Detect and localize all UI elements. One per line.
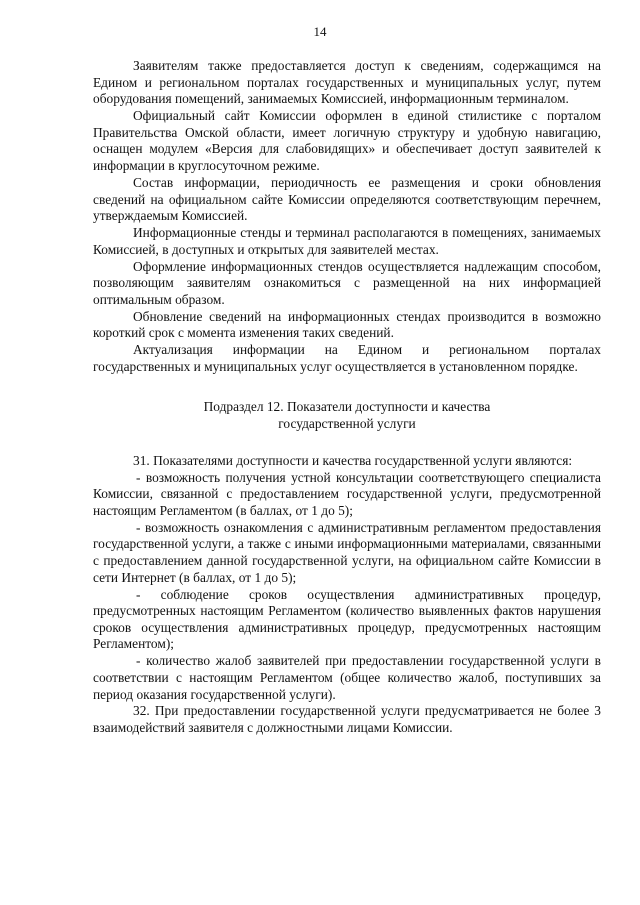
list-item-regulation-access: - возможность ознакомления с административным регламентом предоставления государственной услуги, а также с иными информационными материалами, связанными с предоставлением данной государственной услуги, на официальном сайте Комиссии в сети Интернет (в баллах, от 1 до 5); — [93, 519, 601, 585]
paragraph-stands-update: Обновление сведений на информационных стендах производится в возможно короткий срок с момента изменения таких сведений. — [93, 308, 601, 341]
list-item-deadlines: - соблюдение сроков осуществления административных процедур, предусмотренных настоящим Регламентом (количество выявленных фактов нарушения сроков осуществления административных процедур, предусмотренных настоящим Регламентом); — [93, 586, 601, 652]
paragraph-info-composition: Состав информации, периодичность ее размещения и сроки обновления сведений на официальном сайте Комиссии определяются соответствующим перечнем, утверждаемым Комиссией. — [93, 174, 601, 224]
paragraph-item-32: 32. При предоставлении государственной услуги предусматривается не более 3 взаимодействий заявителя с должностными лицами Комиссии. — [93, 703, 601, 736]
subsection-heading — [93, 398, 601, 432]
paragraph-official-site: Официальный сайт Комиссии оформлен в единой стилистике с порталом Правительства Омской области, имеет логичную структуру и удобную навигацию, оснащен модулем «Версия для слабовидящих» и обеспечивает доступ заявителей к информации в круглосуточном режиме. — [93, 108, 601, 173]
paragraph-stands-design: Оформление информационных стендов осуществляется надлежащим способом, позволяющим заявителям ознакомиться с размещенной на них информацией оптимальным образом. — [93, 258, 601, 307]
list-item-consultation: - возможность получения устной консультации соответствующего специалиста Комиссии, связанной с предоставлением государственной услуги, предусмотренной настоящим Регламентом (в баллах, от 1 до 5); — [93, 469, 601, 518]
paragraph-portal-actualization: Актуализация информации на Едином и региональном порталах государственных и муниципальных услуг осуществляется в установленном порядке. — [93, 342, 601, 375]
paragraph-portal-access: Заявителям также предоставляется доступ к сведениям, содержащимся на Едином и региональном порталах государственных и муниципальных услуг, путем оборудования помещений, занимаемых Комиссией, информационным терминалом. — [93, 58, 601, 107]
document-body — [93, 58, 601, 737]
paragraph-item-31: 31. Показателями доступности и качества государственной услуги являются: — [133, 452, 573, 468]
subsection-heading-line1: Подраздел 12. Показатели доступности и качества — [203, 398, 491, 414]
subsection-heading-line2: государственной услуги — [278, 415, 416, 431]
list-item-complaints: - количество жалоб заявителей при предоставлении государственной услуги в соответствии с настоящим Регламентом (общее количество жалоб, поступивших за период оказания государственной услуги). — [93, 653, 601, 702]
page-number: 14 — [313, 24, 327, 39]
paragraph-info-stands-location: Информационные стенды и терминал располагаются в помещениях, занимаемых Комиссией, в доступных и открытых для заявителей местах. — [93, 225, 601, 257]
